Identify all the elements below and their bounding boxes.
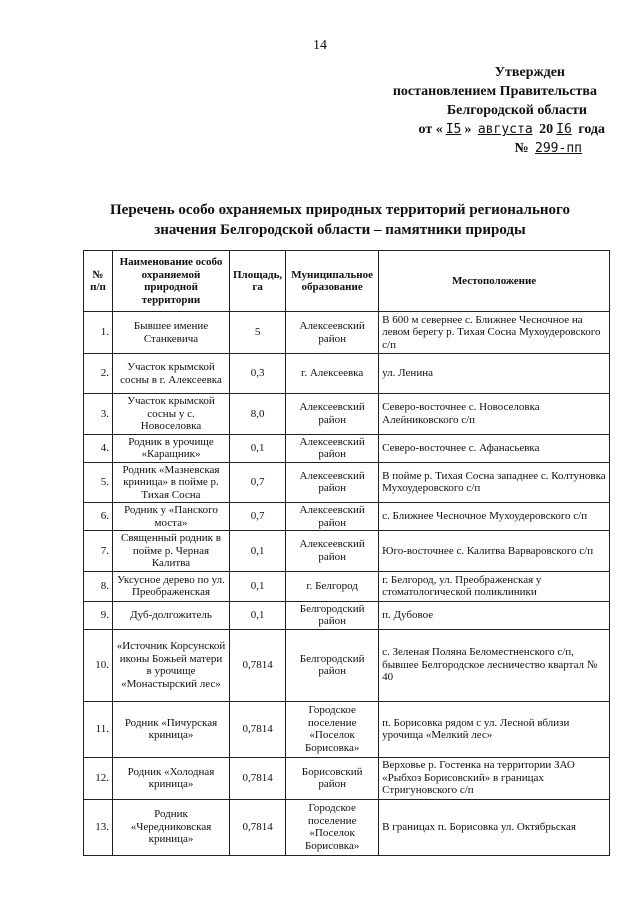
row-number: 10. <box>84 629 113 701</box>
row-number: 7. <box>84 531 113 572</box>
row-location: Северо-восточнее с. Новоселовка Алейниковского с/п <box>379 394 610 435</box>
row-number: 6. <box>84 503 113 531</box>
row-municipality: г. Белгород <box>286 571 379 601</box>
row-name: Дуб-долгожитель <box>113 601 230 629</box>
table-header-row <box>84 251 610 312</box>
table-row <box>84 354 610 394</box>
header-area: Площадь, га <box>230 251 286 312</box>
row-name: Уксусное дерево по ул. Преображенская <box>113 571 230 601</box>
row-number: 3. <box>84 394 113 435</box>
row-location: Верховье р. Гостенка на территории ЗАО «Рыбхоз Борисовский» в границах Стригуновского с/п <box>379 757 610 799</box>
row-location: ул. Ленина <box>379 354 610 394</box>
row-name: Участок крымской сосны в г. Алексеевка <box>113 354 230 394</box>
table-row <box>84 701 610 757</box>
row-municipality: Городское поселение «Поселок Борисовка» <box>286 701 379 757</box>
row-location: В 600 м севернее с. Ближнее Чесночное на левом берегу р. Тихая Сосна Мухоудеровского с/п <box>379 312 610 354</box>
document-title <box>80 200 600 240</box>
date-month: августа <box>477 122 533 137</box>
approval-number <box>355 139 605 158</box>
row-area: 0,7814 <box>230 701 286 757</box>
table-row <box>84 531 610 572</box>
row-location: г. Белгород, ул. Преображенская у стоматологической поликлиники <box>379 571 610 601</box>
row-location: п. Дубовое <box>379 601 610 629</box>
header-name: Наименование особо охраняемой природной территории <box>113 251 230 312</box>
row-location: с. Ближнее Чесночное Мухоудеровского с/п <box>379 503 610 531</box>
row-municipality: Алексеевский район <box>286 503 379 531</box>
row-municipality: Белгородский район <box>286 629 379 701</box>
header-municipality: Муниципальное образование <box>286 251 379 312</box>
approval-block <box>355 63 605 158</box>
number-prefix: № <box>514 141 529 156</box>
row-number: 2. <box>84 354 113 394</box>
date-day: I5 <box>445 122 462 137</box>
row-number: 8. <box>84 571 113 601</box>
header-location: Местоположение <box>379 251 610 312</box>
row-area: 0,7 <box>230 503 286 531</box>
nature-monuments-table <box>83 250 610 856</box>
row-area: 0,1 <box>230 601 286 629</box>
row-name: Родник «Пичурская криница» <box>113 701 230 757</box>
table-row <box>84 799 610 855</box>
date-mid: » <box>464 122 472 137</box>
row-number: 5. <box>84 462 113 503</box>
row-location: Юго-восточнее с. Калитва Варваровского с/п <box>379 531 610 572</box>
row-name: Священный родник в пойме р. Черная Калитва <box>113 531 230 572</box>
table-row <box>84 462 610 503</box>
row-area: 0,1 <box>230 531 286 572</box>
row-number: 9. <box>84 601 113 629</box>
row-municipality: Алексеевский район <box>286 394 379 435</box>
row-area: 0,7 <box>230 462 286 503</box>
date-year-suffix: I6 <box>556 122 572 137</box>
approval-line-2: постановлением Правительства <box>392 84 597 99</box>
row-area: 0,7814 <box>230 629 286 701</box>
row-name: «Источник Корсунской иконы Божьей матери в урочище «Монастырский лес» <box>113 629 230 701</box>
row-number: 13. <box>84 799 113 855</box>
page-number: 14 <box>313 38 327 53</box>
row-municipality: г. Алексеевка <box>286 354 379 394</box>
approval-line-3: Белгородской области <box>446 103 587 118</box>
table-row <box>84 394 610 435</box>
row-area: 0,3 <box>230 354 286 394</box>
row-municipality: Городское поселение «Поселок Борисовка» <box>286 799 379 855</box>
row-location: с. Зеленая Поляна Беломестненского с/п, бывшее Белгородское лесничество квартал № 40 <box>379 629 610 701</box>
row-area: 0,7814 <box>230 757 286 799</box>
row-name: Родник «Холодная криница» <box>113 757 230 799</box>
row-area: 5 <box>230 312 286 354</box>
row-name: Родник «Мазневская криница» в пойме р. Тихая Сосна <box>113 462 230 503</box>
row-name: Бывшее имение Станкевича <box>113 312 230 354</box>
row-municipality: Алексеевский район <box>286 531 379 572</box>
row-municipality: Алексеевский район <box>286 434 379 462</box>
row-number: 4. <box>84 434 113 462</box>
row-number: 12. <box>84 757 113 799</box>
row-number: 11. <box>84 701 113 757</box>
row-name: Родник у «Панского моста» <box>113 503 230 531</box>
row-municipality: Борисовский район <box>286 757 379 799</box>
row-location: В границах п. Борисовка ул. Октябрьская <box>379 799 610 855</box>
approval-date <box>355 120 605 139</box>
row-area: 8,0 <box>230 394 286 435</box>
header-num: № п/п <box>84 251 113 312</box>
table-row <box>84 757 610 799</box>
row-area: 0,1 <box>230 571 286 601</box>
row-area: 0,7814 <box>230 799 286 855</box>
row-number: 1. <box>84 312 113 354</box>
row-name: Родник «Чередниковская криница» <box>113 799 230 855</box>
date-year-word: года <box>578 122 605 137</box>
row-name: Родник в урочище «Каращник» <box>113 434 230 462</box>
table-row <box>84 434 610 462</box>
row-location: Северо-восточнее с. Афанасьевка <box>379 434 610 462</box>
table-row <box>84 629 610 701</box>
row-location: В пойме р. Тихая Сосна западнее с. Колтуновка Мухоудеровского с/п <box>379 462 610 503</box>
row-municipality: Алексеевский район <box>286 462 379 503</box>
number-value: 299-пп <box>535 141 582 156</box>
row-location: п. Борисовка рядом с ул. Лесной вблизи урочища «Мелкий лес» <box>379 701 610 757</box>
title-line-2: значения Белгородской области – памятники природы <box>154 222 526 238</box>
row-area: 0,1 <box>230 434 286 462</box>
row-name: Участок крымской сосны у с. Новоселовка <box>113 394 230 435</box>
date-year-prefix: 20 <box>539 122 554 137</box>
table-row <box>84 312 610 354</box>
approval-line-1: Утвержден <box>494 65 565 80</box>
row-municipality: Белгородский район <box>286 601 379 629</box>
table-row <box>84 571 610 601</box>
row-municipality: Алексеевский район <box>286 312 379 354</box>
table-row <box>84 601 610 629</box>
table-row <box>84 503 610 531</box>
title-line-1: Перечень особо охраняемых природных территорий регионального <box>110 202 570 218</box>
date-prefix: от « <box>418 122 443 137</box>
